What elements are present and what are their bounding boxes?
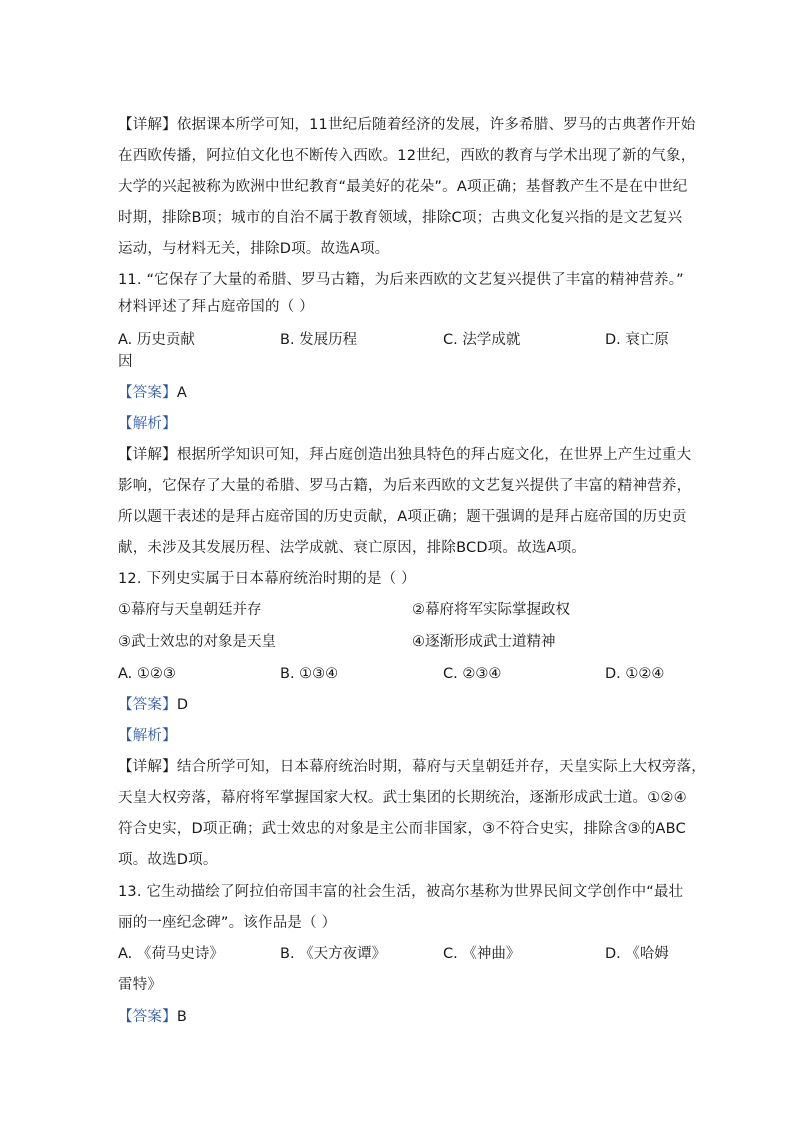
answer-value: A [176,385,187,401]
option-a: A. ①②③ [118,666,176,682]
detail-tag: 【详解】 [118,117,177,133]
answer-line [118,1007,187,1027]
question-13-stem: 13. 它生动描绘了阿拉伯帝国丰富的社会生活，被高尔基称为世界民间文学创作中“最壮 [118,884,684,900]
answer-line [118,383,187,403]
question-13-stem: 丽的一座纪念碑”。该作品是（ ） [118,915,337,931]
answer-value: D [176,697,189,713]
analysis-tag: 【解析】 [118,416,177,432]
option-d-continued: 因 [118,354,133,370]
option-d: D. ①②④ [605,666,665,682]
option-d: D. 衰亡原 [605,332,669,348]
option-d-continued: 雷特》 [118,977,163,993]
option-d: D. 《哈姆 [605,946,669,962]
statement-1: ①幕府与天皇朝廷并存 [118,602,262,618]
detail-line: 符合史实，D项正确；武士效忠的对象是主公而非国家，③不符合史实，排除含③的ABC [118,821,686,837]
detail-tag: 【详解】 [118,759,177,775]
answer-tag: 【答案】 [118,1009,177,1025]
answer-value: B [176,1009,187,1025]
statement-2: ②幕府将军实际掌握政权 [412,602,570,618]
option-b: B. 《天方夜谭》 [280,946,387,962]
detail-line: 运动，与材料无关，排除D项。故选A项。 [118,241,390,257]
detail-line: 【详解】依据课本所学可知，11世纪后随着经济的发展，许多希腊、罗马的古典著作开始 [118,117,696,133]
detail-line: 【详解】结合所学可知，日本幕府统治时期，幕府与天皇朝廷并存，天皇实际上大权旁落， [118,759,707,775]
detail-line: 时期，排除B项；城市的自治不属于教育领域，排除C项；古典文化复兴指的是文艺复兴 [118,210,683,226]
option-c: C. ②③④ [443,666,502,682]
statement-4: ④逐渐形成武士道精神 [412,634,556,650]
option-a: A. 历史贡献 [118,332,195,348]
detail-line: 在西欧传播，阿拉伯文化也不断传入西欧。12世纪，西欧的教育与学术出现了新的气象， [118,148,696,164]
answer-tag: 【答案】 [118,697,177,713]
question-11-stem: 材料评述了拜占庭帝国的（ ） [118,299,314,315]
detail-line: 【详解】根据所学知识可知，拜占庭创造出独具特色的拜占庭文化，在世界上产生过重大 [118,447,692,463]
option-b: B. ①③④ [280,666,339,682]
detail-tag: 【详解】 [118,447,177,463]
detail-line: 天皇大权旁落，幕府将军掌握国家大权。武士集团的长期统治，逐渐形成武士道。①②④ [118,790,687,806]
question-12-stem: 12. 下列史实属于日本幕府统治时期的是（ ） [118,571,416,587]
detail-line: 献，未涉及其发展历程、法学成就、衰亡原因，排除BCD项。故选A项。 [118,540,586,556]
option-c: C. 《神曲》 [443,946,521,962]
detail-line: 大学的兴起被称为欧洲中世纪教育“最美好的花朵”。A项正确；基督教产生不是在中世纪 [118,179,688,195]
question-11-stem: 11. “它保存了大量的希腊、罗马古籍，为后来西欧的文艺复兴提供了丰富的精神营养。” [118,272,684,288]
statement-3: ③武士效忠的对象是天皇 [118,634,276,650]
answer-line [118,695,188,715]
option-c: C. 法学成就 [443,332,521,348]
option-b: B. 发展历程 [280,332,358,348]
detail-line: 所以题干表述的是拜占庭帝国的历史贡献，A项正确；题干强调的是拜占庭帝国的历史贡 [118,509,687,525]
detail-line: 影响，它保存了大量的希腊、罗马古籍，为后来西欧的文艺复兴提供了丰富的精神营养， [118,478,692,494]
option-a: A. 《荷马史诗》 [118,946,224,962]
detail-line: 项。故选D项。 [118,852,218,868]
analysis-tag: 【解析】 [118,728,177,744]
answer-tag: 【答案】 [118,385,177,401]
